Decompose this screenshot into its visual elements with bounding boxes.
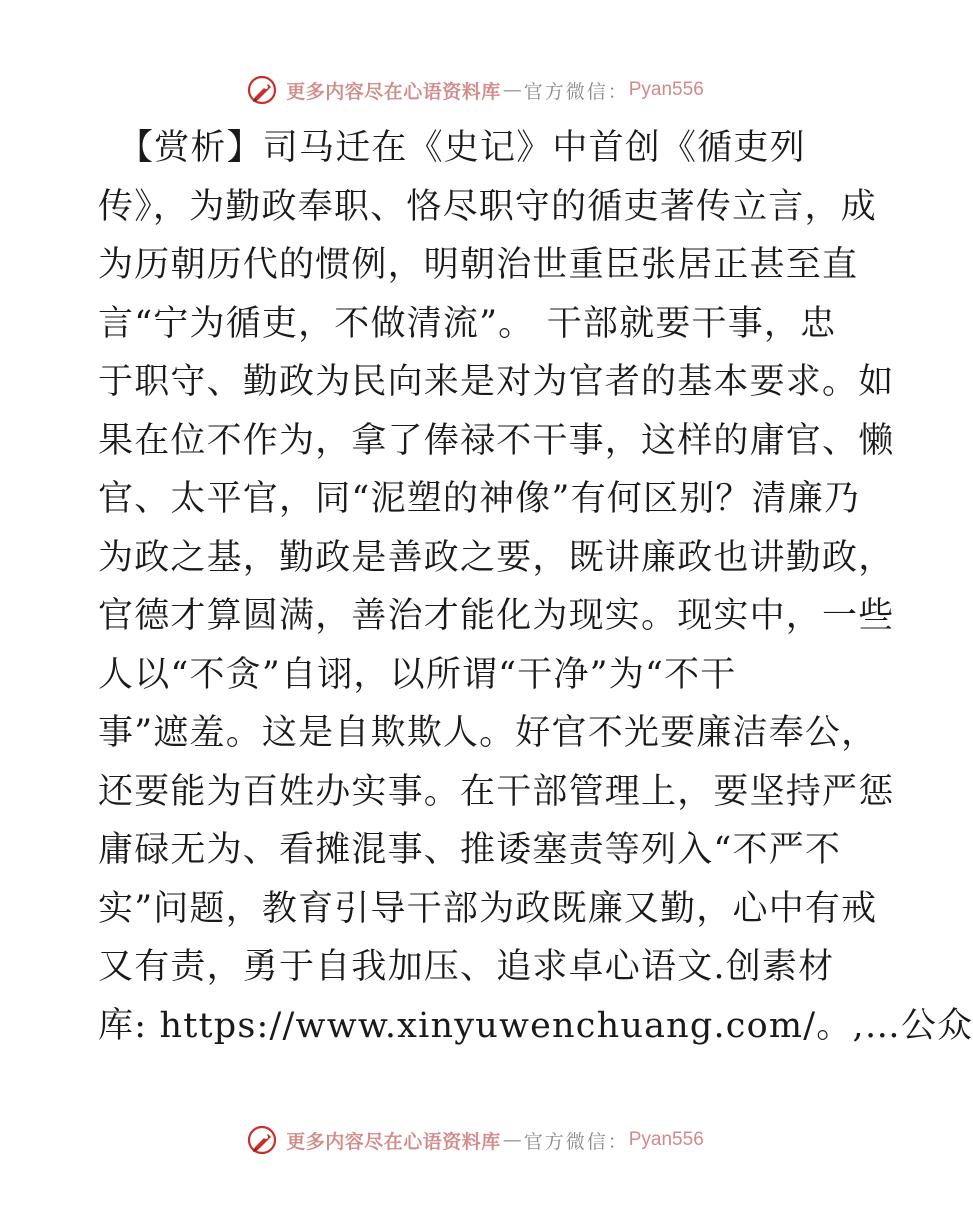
pen-logo-icon [246,1124,278,1156]
article-line: 【赏析】司马迁在《史记》中首创《循吏列 [118,128,806,168]
article-line: 还要能为百姓办实事。在干部管理上，要坚持严惩 [98,771,895,812]
header-banner [0,70,950,110]
footer-wechat-id: Pyan556 [628,1129,704,1150]
header-dash: — [502,79,522,101]
article-line: 庸碌无为、看摊混事、推诿塞责等列入“不严不 [98,830,842,870]
article-line: 官、太平官，同“泥塑的神像”有何区别？清廉乃 [98,479,861,519]
article-line: 传》，为勤政奉职、恪尽职守的循吏著传立言，成 [98,186,877,227]
footer-banner [0,1120,950,1160]
article-line: 实”问题，教育引导干部为政既廉又勤，心中有戒 [98,888,878,929]
header-wechat-label: 官方微信： [523,80,629,103]
article-line: 果在位不作为，拿了俸禄不干事，这样的庸官、懒 [98,420,895,461]
article-line: 库: https://www.xinyuwenchuang.com/。,…公众 [98,1005,973,1046]
article-line: 官德才算圆满，善治才能化为现实。现实中，一些 [98,596,895,636]
header-promo-text: 更多内容尽在心语资料库 [286,80,501,103]
header-wechat-id: Pyan556 [628,79,704,100]
article-line: 事”遮羞。这是自欺欺人。好官不光要廉洁奉公， [98,713,878,753]
article-body [98,119,973,1055]
pen-logo-icon [246,74,278,106]
article-line: 人以“不贪”自诩，以所谓“干净”为“不干 [98,654,737,695]
footer-promo-text: 更多内容尽在心语资料库 [286,1130,501,1153]
article-line: 为政之基，勤政是善政之要，既讲廉政也讲勤政， [98,537,895,578]
article-line: 于职守、勤政为民向来是对为官者的基本要求。如 [98,362,895,402]
article-line: 言“宁为循吏，不做清流”。 干部就要干事，忠 [98,303,837,344]
footer-dash: — [502,1129,522,1151]
article-line: 又有责，勇于自我加压、追求卓心语文.创素材 [98,947,835,987]
article-line: 为历朝历代的惯例，明朝治世重臣张居正甚至直 [98,245,859,285]
footer-wechat-label: 官方微信： [523,1130,629,1153]
